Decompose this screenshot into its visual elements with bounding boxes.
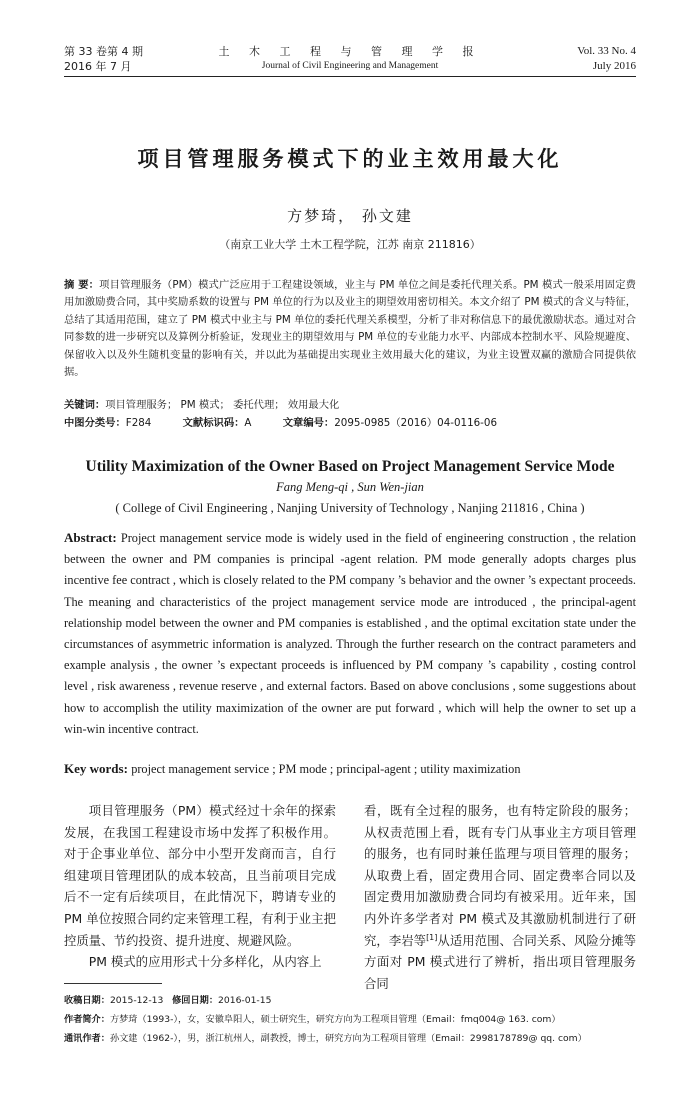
running-header [64,44,636,76]
document-code: 文献标识码：A [182,417,252,429]
authors-cn: 方梦琦， 孙文建 [287,207,413,225]
article-number: 文章编号：2095-0985（2016）04-0116-06 [282,417,497,429]
footnote-corresponding: 通讯作者：孙文建（1962-），男，浙江杭州人，副教授，博士，研究方向为工程项目管理（Email：2998178789@ qq. com） [64,1033,587,1044]
footnote-author: 作者简介：方梦琦（1993-），女，安徽阜阳人，硕士研究生，研究方向为工程项目管理（Email：fmq004@ 163. com） [64,1014,561,1025]
footnote-rule [64,983,162,984]
classification-cn [64,415,636,432]
abstract-en-label: Abstract [64,530,113,545]
abstract-en-text: Project management service mode is widely used in the field of engineering construction , the relation between the owner and PM companies is principal -agent relation. PM mode generally adopts charges plus incentive fee contract , which is closely related to the PM company ’s behavior and the owner ’s expectant proceeds. The meaning and characteristics of the project management service mode are introduced , the principal-agent relationship model between the owner and PM companies is established , and the optimal excitation state under the circumstances of asymmetric information is analyzed. Through the further research on the contract parameters and example analysis , the owner ’s expectant proceeds is influenced by PM company ’s capability , costing control level , risk awareness , revenue reserve , and external factors. Based on above conclusions , some suggestions about how to accomplish the utility maximization of the owner are put forward , which will help the owner to set up a win-win incentive contract. [64,531,636,736]
body-paragraph: 看，既有全过程的服务，也有特定阶段的服务；从权责范围上看，既有专门从事业主方项目管理的服务，也有同时兼任监理与项目管理的服务；从取费上看，固定费用合同、固定费率合同以及固定费用加激励费合同均有被采用。近年来，国内外许多学者对 PM 模式及其激励机制进行了研究，李岩等[1]从适用范围、合同关系、风险分摊等方面对 PM 模式进行了辨析，指出项目管理服务合同 [364,803,637,991]
header-volume: 第 33 卷第 4 期 [64,45,143,58]
abstract-cn-label: 摘 要： [64,279,100,291]
footnote-dates: 收稿日期：2015-12-13 修回日期：2016-01-15 [64,995,272,1006]
header-journal [64,44,636,74]
abstract-cn [64,277,636,381]
keywords-en: Key words: project management service ; PM mode ; principal-agent ; utility maximization [64,761,521,776]
keywords-cn-text: 项目管理服务； PM 模式； 委托代理； 效用最大化 [105,399,340,411]
body-paragraph: 项目管理服务（PM）模式经过十余年的探索发展，在我国工程建设市场中发挥了积极作用。对于企事业单位、部分中小型开发商而言，自行组建项目管理团队的成本较高，且当前项目完成后不一定有后续项目，在此情况下，聘请专业的 PM 单位按照合同约定来管理工程，有利于业主把控质量、节约投资、提升进度、规避风险。 [64,803,336,948]
authors-en: Fang Meng-qi , Sun Wen-jian [276,480,424,494]
body-column-right [364,800,636,994]
clc-number: 中图分类号：F284 [64,417,152,429]
body-column-left [64,800,336,973]
affiliation-en: ( College of Civil Engineering , Nanjing University of Technology , Nanjing 211816 , China ) [115,501,585,515]
header-date-en: July 2016 [592,60,636,72]
journal-name-cn: 土 木 工 程 与 管 理 学 报 [218,45,482,58]
header-rule [64,76,636,77]
keywords-en-label: Key words [64,761,124,776]
abstract-cn-text: 项目管理服务（PM）模式广泛应用于工程建设领域，业主与 PM 单位之间是委托代理关系。PM 模式一般采用固定费用加激励费合同，其中奖励系数的设置与 PM 单位的行为以及业主的期望效用密切相关。本文介绍了 PM 模式的含义与特征，总结了其适用范围，建立了 PM 模式中业主与 PM 单位的委托代理关系模型，分析了非对称信息下的最优激励状态。通过对合同参数的进一步研究以及算例分析验证，发现业主的期望效用与 PM 单位的专业能力水平、内部成本控制水平、风险规避度、保留收入以及外生随机变量的影响有关，并以此为基础提出实现业主效用最大化的建议，为业主设置双赢的激励合同提供依据。 [64,279,636,379]
keywords-cn [64,397,636,414]
body-paragraph: PM 模式的应用形式十分多样化，从内容上 [88,954,322,970]
abstract-en: Abstract: Project management service mode is widely used in the field of engineering construction , the relation between the owner and PM companies is principal -agent relation. PM mode generally adopts charges plus incentive fee contract , which is closely related to the PM company ’s behavior and the owner ’s expectant proceeds. The meaning and characteristics of the project management service mode are introduced , the principal-agent relationship model between the owner and PM companies is established , and the optimal excitation state under the circumstances of asymmetric information is analyzed. Through the further research on the contract parameters and example analysis , the owner ’s expectant proceeds is influenced by PM company ’s capability , costing control level , risk awareness , revenue reserve , and external factors. Based on above conclusions , some suggestions about how to accomplish the utility maximization of the owner are put forward , which will help the owner to set up a win-win incentive contract. [64,530,636,736]
keywords-cn-label: 关键词： [64,399,106,411]
citation-ref[interactable]: [1] [426,932,438,942]
keywords-en-text: project management service ; PM mode ; principal-agent ; utility maximization [131,762,521,776]
header-volume-en: Vol. 33 No. 4 [577,45,636,57]
header-date-cn: 2016 年 7 月 [64,60,132,73]
title-en: Utility Maximization of the Owner Based on Project Management Service Mode [85,458,615,475]
affiliation-cn: （南京工业大学 土木工程学院，江苏 南京 211816） [219,238,481,251]
journal-name-en: Journal of Civil Engineering and Management [261,61,439,71]
header-issue-en [577,44,636,74]
title-cn: 项目管理服务模式下的业主效用最大化 [137,147,563,171]
